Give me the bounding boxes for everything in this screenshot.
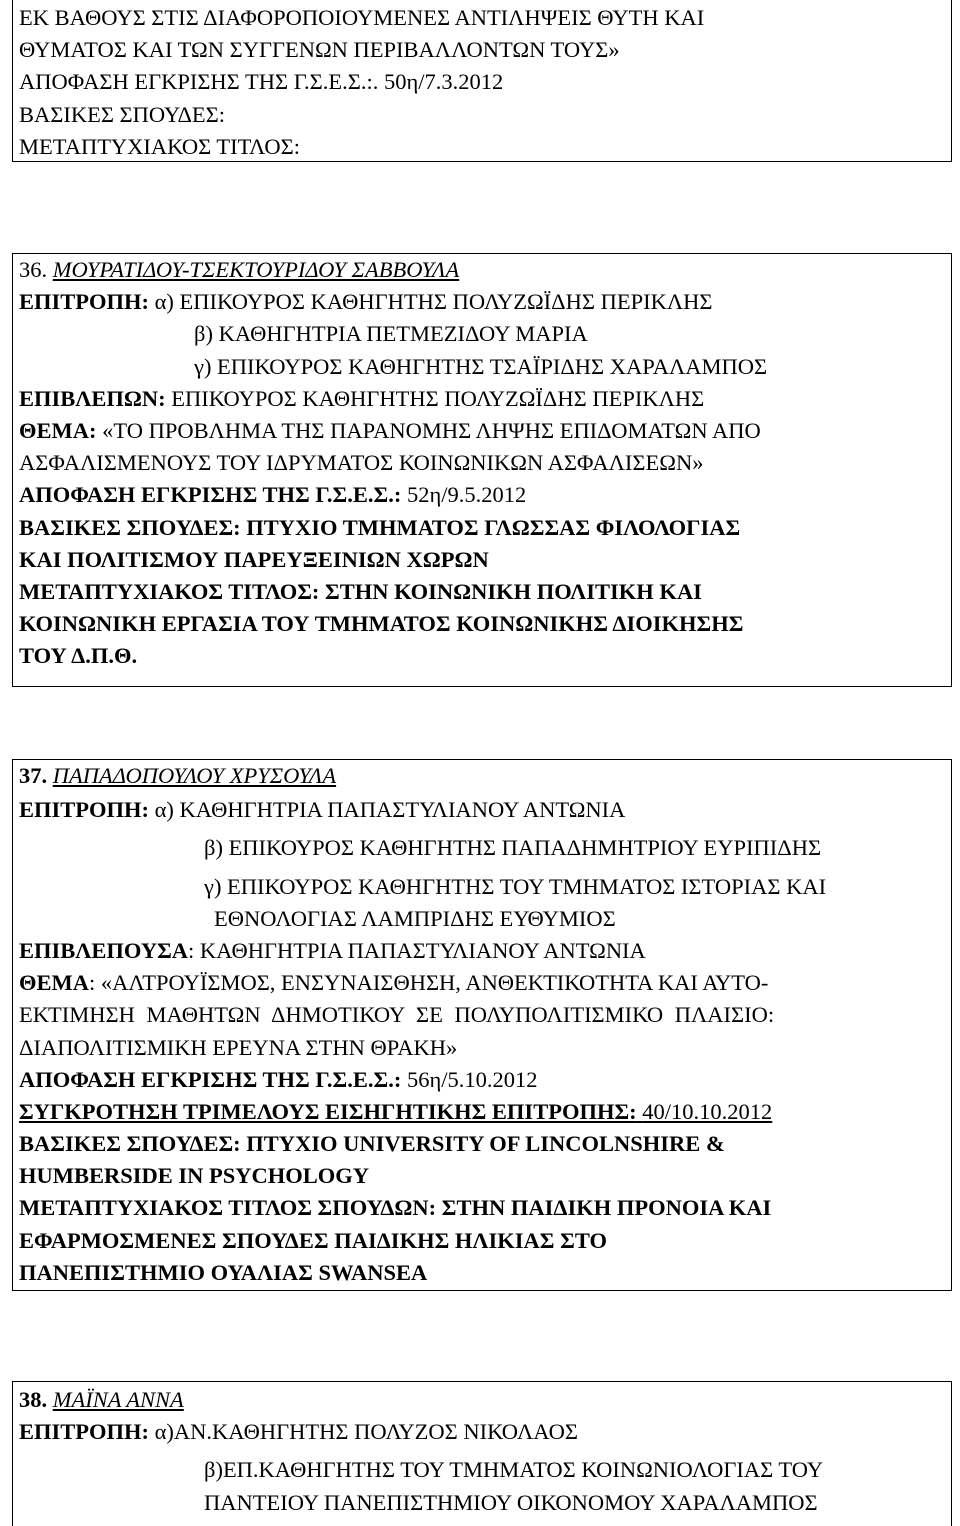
committee-label: ΕΠΙΤΡΟΠΗ:: [19, 1419, 150, 1445]
record-heading: [19, 254, 945, 286]
supervisor-label: ΕΠΙΒΛΕΠΩΝ:: [19, 385, 166, 411]
decision-value: 52η/9.5.2012: [406, 482, 527, 508]
decision-value: 56η/5.10.2012: [406, 1066, 538, 1092]
decision-label: ΑΠΟΦΑΣΗ ΕΓΚΡΙΣΗΣ ΤΗΣ Γ.Σ.Ε.Σ.:: [19, 1066, 402, 1092]
topic-line: [19, 415, 945, 447]
committee-label: ΕΠΙΤΡΟΠΗ:: [19, 797, 150, 823]
committee-member: ΠΑΝΤΕΙΟΥ ΠΑΝΕΠΙΣΤΗΜΙΟΥ ΟΙΚΟΝΟΜΟΥ ΧΑΡΑΛΑΜΠΟΣ: [204, 1489, 818, 1515]
record-number: 37.: [19, 763, 48, 788]
composition-value: 40/10.10.2012: [642, 1098, 773, 1124]
studies-line: ΚΑΙ ΠΟΛΙΤΙΣΜΟΥ ΠΑΡΕΥΞΕΙΝΙΩΝ ΧΩΡΩΝ: [19, 546, 489, 572]
committee-member: α) ΚΑΘΗΓΗΤΡΙΑ ΠΑΠΑΣΤΥΛΙΑΝΟΥ ΑΝΤΩΝΙΑ: [154, 797, 626, 823]
committee-member: γ) ΕΠΙΚΟΥΡΟΣ ΚΑΘΗΓΗΤΗΣ ΤΟΥ ΤΜΗΜΑΤΟΣ ΙΣΤΟΡΙΑΣ ΚΑΙ: [204, 873, 827, 899]
committee-member: β) ΚΑΘΗΓΗΤΡΙΑ ΠΕΤΜΕΖΙΔΟΥ ΜΑΡΙΑ: [194, 321, 588, 347]
committee-line: [19, 794, 945, 826]
committee-member: β)ΕΠ.ΚΑΘΗΓΗΤΗΣ ΤΟΥ ΤΜΗΜΑΤΟΣ ΚΟΙΝΩΝΙΟΛΟΓΙΑΣ ΤΟΥ: [204, 1457, 824, 1483]
decision-line: ΑΠΟΦΑΣΗ ΕΓΚΡΙΣΗΣ ΤΗΣ Γ.Σ.Ε.Σ.:. 50η/7.3.2012: [19, 69, 504, 95]
supervisor-line: [19, 383, 945, 415]
topic-label: ΘΕΜΑ:: [19, 417, 97, 443]
topic-value: : «ΑΛΤΡΟΥΪΣΜΟΣ, ΕΝΣΥΝΑΙΣΘΗΣΗ, ΑΝΘΕΚΤΙΚΟΤΗΤΑ ΚΑΙ ΑΥΤΟ-: [89, 970, 769, 996]
master-line: ΜΕΤΑΠΤΥΧΙΑΚΟΣ ΤΙΤΛΟΣ: ΣΤΗΝ ΚΟΙΝΩΝΙΚΗ ΠΟΛΙΤΙΚΗ ΚΑΙ: [19, 578, 702, 604]
studies-line: ΒΑΣΙΚΕΣ ΣΠΟΥΔΕΣ: ΠΤΥΧΙΟ UNIVERSITY OF LINCOLNSHIRE &: [19, 1131, 725, 1157]
committee-line: [19, 1416, 945, 1448]
master-line: ΜΕΤΑΠΤΥΧΙΑΚΟΣ ΤΙΤΛΟΣ:: [19, 133, 300, 159]
committee-member: β) ΕΠΙΚΟΥΡΟΣ ΚΑΘΗΓΗΤΗΣ ΠΑΠΑΔΗΜΗΤΡΙΟΥ ΕΥΡΙΠΙΔΗΣ: [204, 835, 822, 861]
decision-label: ΑΠΟΦΑΣΗ ΕΓΚΡΙΣΗΣ ΤΗΣ Γ.Σ.Ε.Σ.:: [19, 482, 402, 508]
candidate-name: ΜΟΥΡΑΤΙΔΟΥ-ΤΣΕΚΤΟΥΡΙΔΟΥ ΣΑΒΒΟΥΛΑ: [52, 257, 460, 282]
topic-value: «ΤΟ ΠΡΟΒΛΗΜΑ ΤΗΣ ΠΑΡΑΝΟΜΗΣ ΛΗΨΗΣ ΕΠΙΔΟΜΑΤΩΝ ΑΠΟ: [102, 417, 761, 443]
committee-line: [19, 286, 945, 318]
topic-line: ΘΥΜΑΤΟΣ ΚΑΙ ΤΩΝ ΣΥΓΓΕΝΩΝ ΠΕΡΙΒΑΛΛΟΝΤΩΝ ΤΟΥΣ»: [19, 37, 620, 63]
topic-line: ΑΣΦΑΛΙΣΜΕΝΟΥΣ ΤΟΥ ΙΔΡΥΜΑΤΟΣ ΚΟΙΝΩΝΙΚΩΝ ΑΣΦΑΛΙΣΕΩΝ»: [19, 450, 704, 476]
master-line: ΤΟΥ Δ.Π.Θ.: [19, 643, 138, 669]
record-35-box: [12, 0, 952, 162]
supervisor-line: [19, 935, 945, 967]
committee-member: α) ΕΠΙΚΟΥΡΟΣ ΚΑΘΗΓΗΤΗΣ ΠΟΛΥΖΩΪΔΗΣ ΠΕΡΙΚΛΗΣ: [154, 289, 713, 315]
decision-line: [19, 479, 945, 511]
record-heading: [19, 760, 945, 792]
topic-label: ΘΕΜΑ: [19, 970, 89, 996]
record-36-box: [12, 253, 952, 687]
topic-line: ΔΙΑΠΟΛΙΤΙΣΜΙΚΗ ΕΡΕΥΝΑ ΣΤΗΝ ΘΡΑΚΗ»: [19, 1034, 458, 1060]
committee-label: ΕΠΙΤΡΟΠΗ:: [19, 289, 150, 315]
record-number: 36.: [19, 257, 48, 282]
master-line: ΕΦΑΡΜΟΣΜΕΝΕΣ ΣΠΟΥΔΕΣ ΠΑΙΔΙΚΗΣ ΗΛΙΚΙΑΣ ΣΤΟ: [19, 1227, 607, 1253]
candidate-name: ΜΑΪΝΑ ΑΝΝΑ: [52, 1387, 184, 1412]
record-number: 38.: [19, 1387, 48, 1412]
committee-member: α)ΑΝ.ΚΑΘΗΓΗΤΗΣ ΠΟΛΥΖΟΣ ΝΙΚΟΛΑΟΣ: [154, 1419, 578, 1445]
master-line: ΚΟΙΝΩΝΙΚΗ ΕΡΓΑΣΙΑ ΤΟΥ ΤΜΗΜΑΤΟΣ ΚΟΙΝΩΝΙΚΗΣ ΔΙΟΙΚΗΣΗΣ: [19, 611, 744, 637]
decision-line: [19, 1064, 945, 1096]
supervisor-value: ΕΠΙΚΟΥΡΟΣ ΚΑΘΗΓΗΤΗΣ ΠΟΛΥΖΩΪΔΗΣ ΠΕΡΙΚΛΗΣ: [171, 385, 705, 411]
master-line: ΠΑΝΕΠΙΣΤΗΜΙΟ ΟΥΑΛΙΑΣ SWANSEA: [19, 1259, 428, 1285]
topic-line: ΕΚ ΒΑΘΟΥΣ ΣΤΙΣ ΔΙΑΦΟΡΟΠΟΙΟΥΜΕΝΕΣ ΑΝΤΙΛΗΨΕΙΣ ΘΥΤΗ ΚΑΙ: [19, 5, 705, 30]
studies-line: HUMBERSIDE IN PSYCHOLOGY: [19, 1163, 370, 1189]
topic-line: ΕΚΤΙΜΗΣΗ ΜΑΘΗΤΩΝ ΔΗΜΟΤΙΚΟΥ ΣΕ ΠΟΛΥΠΟΛΙΤΙΣΜΙΚΟ ΠΛΑΙΣΙΟ:: [19, 1002, 775, 1028]
composition-label: ΣΥΓΚΡΟΤΗΣΗ ΤΡΙΜΕΛΟΥΣ ΕΙΣΗΓΗΤΙΚΗΣ ΕΠΙΤΡΟΠΗΣ:: [19, 1098, 637, 1124]
composition-line: [19, 1096, 945, 1128]
topic-line: [19, 967, 945, 999]
committee-member: γ) ΕΠΙΚΟΥΡΟΣ ΚΑΘΗΓΗΤΗΣ ΤΣΑΪΡΙΔΗΣ ΧΑΡΑΛΑΜΠΟΣ: [194, 353, 768, 379]
supervisor-label: ΕΠΙΒΛΕΠΟΥΣΑ: [19, 937, 189, 963]
committee-member: ΕΘΝΟΛΟΓΙΑΣ ΛΑΜΠΡΙΔΗΣ ΕΥΘΥΜΙΟΣ: [214, 905, 616, 931]
record-38-box: [12, 1381, 952, 1526]
candidate-name: ΠΑΠΑΔΟΠΟΥΛΟΥ ΧΡΥΣΟΥΛΑ: [52, 763, 337, 788]
record-37-box: [12, 759, 952, 1291]
studies-line: ΒΑΣΙΚΕΣ ΣΠΟΥΔΕΣ:: [19, 101, 226, 127]
master-line: ΜΕΤΑΠΤΥΧΙΑΚΟΣ ΤΙΤΛΟΣ ΣΠΟΥΔΩΝ: ΣΤΗΝ ΠΑΙΔΙΚΗ ΠΡΟΝΟΙΑ ΚΑΙ: [19, 1195, 772, 1221]
record-heading: [19, 1382, 945, 1416]
studies-line: ΒΑΣΙΚΕΣ ΣΠΟΥΔΕΣ: ΠΤΥΧΙΟ ΤΜΗΜΑΤΟΣ ΓΛΩΣΣΑΣ ΦΙΛΟΛΟΓΙΑΣ: [19, 514, 741, 540]
supervisor-value: : ΚΑΘΗΓΗΤΡΙΑ ΠΑΠΑΣΤΥΛΙΑΝΟΥ ΑΝΤΩΝΙΑ: [188, 937, 646, 963]
